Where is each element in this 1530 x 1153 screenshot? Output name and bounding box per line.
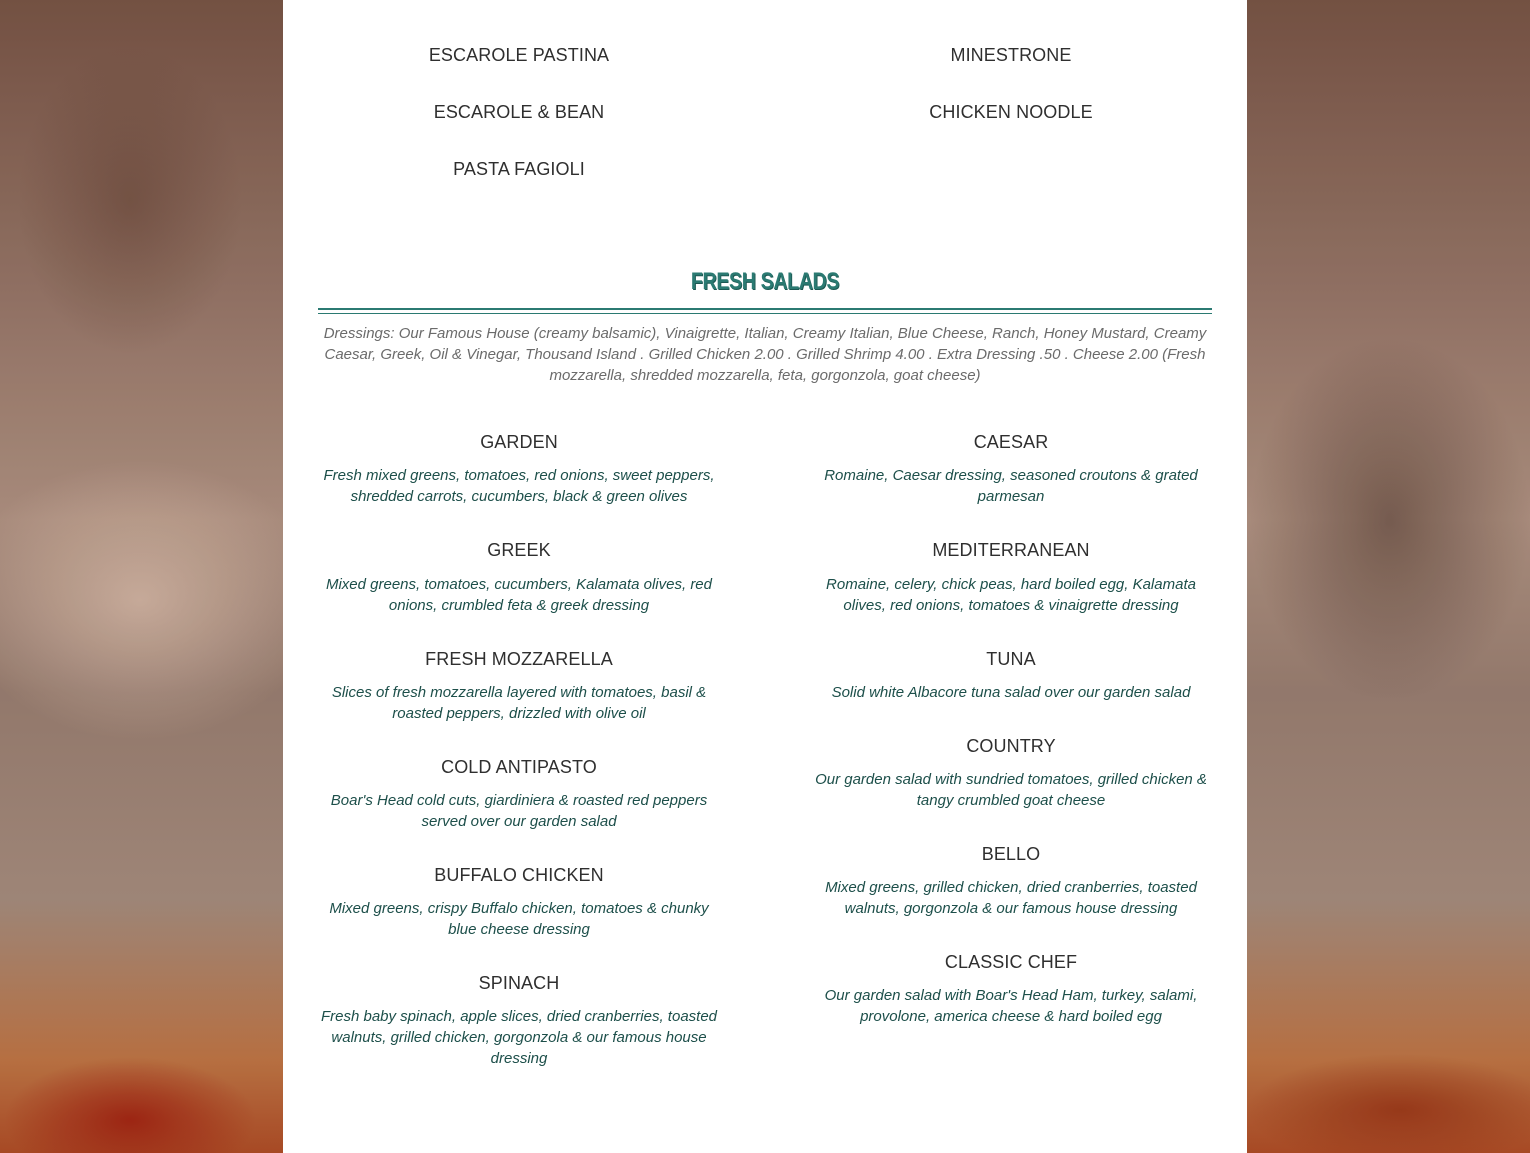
- salad-item-title: CAESAR: [973, 432, 1049, 452]
- salad-item-title: COLD ANTIPASTO: [441, 757, 597, 777]
- salad-item-description: Mixed greens, crispy Buffalo chicken, tomatoes & chunky blue cheese dressing: [329, 900, 709, 938]
- salad-item-description: Slices of fresh mozzarella layered with tomatoes, basil & roasted peppers, drizzled with olive oil: [331, 684, 707, 722]
- salad-item-description: Our garden salad with Boar's Head Ham, turkey, salami, provolone, america cheese & hard boiled egg: [824, 987, 1198, 1025]
- section-title-fresh-salads: FRESH SALADS: [690, 268, 840, 295]
- salad-item-title: TUNA: [986, 649, 1036, 669]
- menu-page: [283, 0, 1247, 1153]
- soup-item-title: MINESTRONE: [950, 45, 1072, 65]
- section-divider: [318, 313, 1212, 314]
- soup-item-title: ESCAROLE PASTINA: [428, 45, 610, 65]
- salad-item-description: Mixed greens, grilled chicken, dried cranberries, toasted walnuts, gorgonzola & our famous house dressing: [825, 879, 1197, 917]
- salad-item-description: Fresh mixed greens, tomatoes, red onions, sweet peppers, shredded carrots, cucumbers, black & green olives: [323, 467, 715, 505]
- salad-item-description: Solid white Albacore tuna salad over our garden salad: [831, 684, 1191, 701]
- salad-item-title: BELLO: [981, 844, 1041, 864]
- salad-item-title: BUFFALO CHICKEN: [434, 865, 604, 885]
- salad-item-description: Romaine, celery, chick peas, hard boiled egg, Kalamata olives, red onions, tomatoes & vinaigrette dressing: [826, 576, 1196, 614]
- soup-item-title: CHICKEN NOODLE: [929, 102, 1093, 122]
- soup-item-title: ESCAROLE & BEAN: [433, 102, 605, 122]
- salad-item-title: GARDEN: [480, 432, 558, 452]
- salad-item-description: Boar's Head cold cuts, giardiniera & roasted red peppers served over our garden salad: [330, 792, 708, 830]
- soup-item-title: PASTA FAGIOLI: [453, 159, 585, 179]
- dressings-note: Dressings: Our Famous House (creamy balsamic), Vinaigrette, Italian, Creamy Italian, Blue Cheese, Ranch, Honey Mustard, Creamy Caesar, Greek, Oil & Vinegar, Thousand Island . Grilled Chicken 2.00 . Grilled Shrimp 4.00 . Extra Dressing .50 . Cheese 2.00 (Fresh mozzarella, shredded mozzarella, feta, gorgonzola, goat cheese): [323, 325, 1207, 384]
- salad-item-title: CLASSIC CHEF: [944, 952, 1078, 972]
- salad-item-title: GREEK: [487, 540, 551, 560]
- salad-item-title: FRESH MOZZARELLA: [425, 649, 613, 669]
- salad-item-title: MEDITERRANEAN: [932, 540, 1090, 560]
- salad-item-title: COUNTRY: [966, 736, 1056, 756]
- section-divider: [318, 308, 1212, 310]
- salad-item-title: SPINACH: [478, 973, 560, 993]
- salad-item-description: Fresh baby spinach, apple slices, dried cranberries, toasted walnuts, grilled chicken, gorgonzola & our famous house dressing: [320, 1008, 718, 1067]
- salad-item-description: Our garden salad with sundried tomatoes, grilled chicken & tangy crumbled goat cheese: [815, 771, 1207, 809]
- salad-item-description: Romaine, Caesar dressing, seasoned croutons & grated parmesan: [824, 467, 1198, 505]
- salad-item-description: Mixed greens, tomatoes, cucumbers, Kalamata olives, red onions, crumbled feta & greek dressing: [325, 576, 712, 614]
